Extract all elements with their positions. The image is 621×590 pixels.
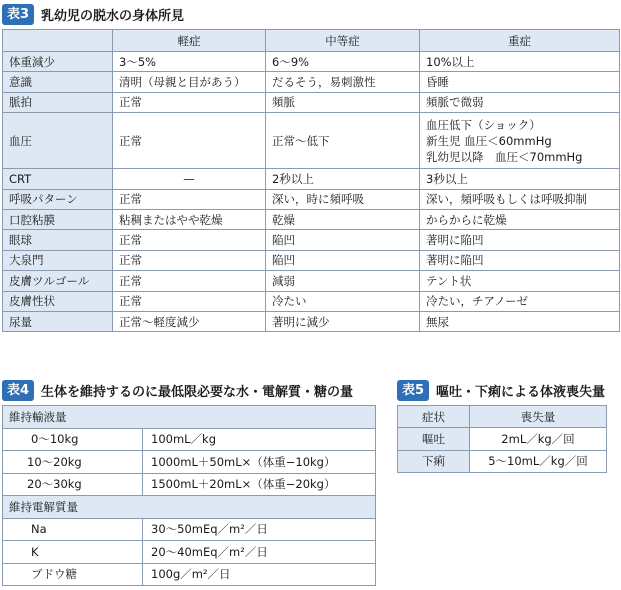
- table3-title: 乳幼児の脱水の身体所見: [41, 8, 185, 24]
- table-row: [3, 451, 376, 474]
- row-label: 口腔粘膜: [3, 209, 113, 229]
- row-label: 体重減少: [3, 52, 113, 72]
- maintenance-requirements-table: [2, 405, 376, 586]
- cell-line: 新生児 血圧＜60mmHg: [426, 133, 552, 148]
- table-cell: テント状: [420, 271, 620, 291]
- table-cell: だるそう，易刺激性: [266, 72, 420, 92]
- table-row: [3, 72, 620, 92]
- row-label: CRT: [3, 169, 113, 189]
- table-cell: 6〜9%: [266, 52, 420, 72]
- table3-badge: 表3: [2, 4, 34, 25]
- table-cell: 20〜30kg: [3, 473, 143, 496]
- table-cell: 陥凹: [266, 230, 420, 250]
- table-row: [398, 428, 607, 451]
- table-row: [3, 113, 620, 169]
- table5-header-row: [398, 406, 607, 428]
- table4-caption: [2, 378, 353, 402]
- row-label: 嘔吐: [398, 428, 470, 451]
- table-cell: 著明に減少: [266, 311, 420, 331]
- table4-title: 生体を維持するのに最低限必要な水・電解質・糖の量: [41, 384, 354, 400]
- table-cell: 3〜5%: [113, 52, 266, 72]
- group-header: 維持輸液量: [3, 406, 376, 429]
- table-cell: 20〜40mEq／m²／日: [143, 541, 376, 564]
- table-row: [3, 563, 376, 586]
- table-cell: 昏睡: [420, 72, 620, 92]
- dehydration-findings-table: [2, 29, 620, 332]
- row-label: 尿量: [3, 311, 113, 331]
- table-cell: 粘稠またはやや乾燥: [113, 209, 266, 229]
- table-cell: 正常〜軽度減少: [113, 311, 266, 331]
- table-cell: 正常: [113, 250, 266, 270]
- table5-header-cell: 喪失量: [470, 406, 607, 428]
- table-cell: 乾燥: [266, 209, 420, 229]
- row-label: 眼球: [3, 230, 113, 250]
- table-cell: K: [3, 541, 143, 564]
- table-cell: ブドウ糖: [3, 563, 143, 586]
- table-cell: 著明に陥凹: [420, 250, 620, 270]
- cell-line: 乳幼児以降 血圧＜70mmHg: [426, 149, 583, 164]
- table-cell: Na: [3, 518, 143, 541]
- table-cell: 3秒以上: [420, 169, 620, 189]
- table4-badge: 表4: [2, 380, 34, 401]
- table-row: [3, 189, 620, 209]
- row-label: 血圧: [3, 113, 113, 169]
- table-row: [3, 473, 376, 496]
- table-row: [3, 428, 376, 451]
- table-cell: 正常: [113, 230, 266, 250]
- table-cell: 無尿: [420, 311, 620, 331]
- table3-caption: [2, 2, 184, 26]
- table-cell: からからに乾燥: [420, 209, 620, 229]
- table-cell: 5〜10mL／kg／回: [470, 450, 607, 473]
- table-cell: 正常: [113, 113, 266, 169]
- table5-badge: 表5: [397, 380, 429, 401]
- group-header: 維持電解質量: [3, 496, 376, 519]
- row-label: 皮膚ツルゴール: [3, 271, 113, 291]
- row-label: 呼吸パターン: [3, 189, 113, 209]
- table-row: [3, 92, 620, 112]
- table-cell: 2秒以上: [266, 169, 420, 189]
- table-cell: 正常〜低下: [266, 113, 420, 169]
- table-row: [3, 311, 620, 331]
- row-label: 皮膚性状: [3, 291, 113, 311]
- table-cell: 著明に陥凹: [420, 230, 620, 250]
- table-row: [3, 271, 620, 291]
- table-cell: 頻脈で微弱: [420, 92, 620, 112]
- table-cell: 0〜10kg: [3, 428, 143, 451]
- table5-header-cell: 症状: [398, 406, 470, 428]
- table-cell: 正常: [113, 189, 266, 209]
- table-cell: —: [113, 169, 266, 189]
- table-cell: 冷たい: [266, 291, 420, 311]
- table-row: [3, 250, 620, 270]
- table-cell: 陥凹: [266, 250, 420, 270]
- table5-title: 嘔吐・下痢による体液喪失量: [436, 384, 606, 400]
- table-cell: 100mL／kg: [143, 428, 376, 451]
- fluid-loss-table: [397, 405, 607, 473]
- table3-header-cell: 軽症: [113, 30, 266, 52]
- table5-caption: [397, 378, 605, 402]
- table-cell: 100g／m²／日: [143, 563, 376, 586]
- table-cell: 正常: [113, 92, 266, 112]
- group-row: [3, 496, 376, 519]
- table-cell: 10〜20kg: [3, 451, 143, 474]
- table-row: [3, 230, 620, 250]
- table-cell: 頻脈: [266, 92, 420, 112]
- table-row: [3, 541, 376, 564]
- table3-header-row: [3, 30, 620, 52]
- table-row: [3, 52, 620, 72]
- table-cell: 30〜50mEq／m²／日: [143, 518, 376, 541]
- table-cell: 減弱: [266, 271, 420, 291]
- table-cell: 清明（母親と目があう）: [113, 72, 266, 92]
- table-row: [398, 450, 607, 473]
- cell-line: 血圧低下（ショック）: [426, 117, 541, 132]
- table-cell: 2mL／kg／回: [470, 428, 607, 451]
- table3-header-cell: 重症: [420, 30, 620, 52]
- row-label: 下痢: [398, 450, 470, 473]
- table-cell: 正常: [113, 271, 266, 291]
- table-cell: 1000mL＋50mL×（体重−10kg）: [143, 451, 376, 474]
- row-label: 意識: [3, 72, 113, 92]
- table-row: [3, 518, 376, 541]
- group-row: [3, 406, 376, 429]
- table-cell: 1500mL＋20mL×（体重−20kg）: [143, 473, 376, 496]
- table-cell: [420, 113, 620, 169]
- table-row: [3, 291, 620, 311]
- table-row: [3, 209, 620, 229]
- table-cell: 深い，頻呼吸もしくは呼吸抑制: [420, 189, 620, 209]
- table-cell: 冷たい，チアノーゼ: [420, 291, 620, 311]
- table3-header-cell: [3, 30, 113, 52]
- table3-header-cell: 中等症: [266, 30, 420, 52]
- table-row: [3, 169, 620, 189]
- table-cell: 10%以上: [420, 52, 620, 72]
- table-cell: 正常: [113, 291, 266, 311]
- table-cell: 深い，時に頻呼吸: [266, 189, 420, 209]
- row-label: 大泉門: [3, 250, 113, 270]
- row-label: 脈拍: [3, 92, 113, 112]
